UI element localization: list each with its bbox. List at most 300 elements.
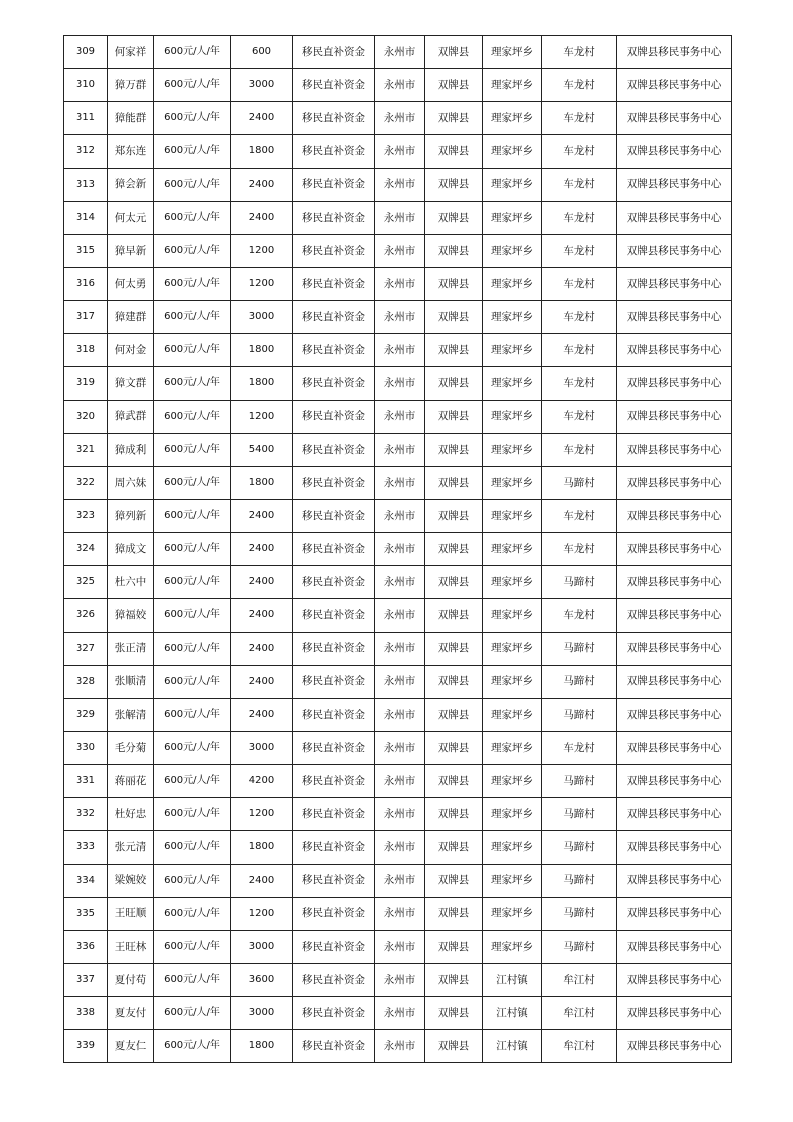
county-cell: 双牌县 [425,897,483,930]
row-number-cell: 332 [64,798,108,831]
subsidy-amount-cell: 2400 [231,599,293,632]
subsidy-standard-cell: 600元/人/年 [154,499,231,532]
county-cell: 双牌县 [425,234,483,267]
fund-type-cell: 移民直补资金 [293,997,375,1030]
recipient-name-cell: 獐列新 [108,499,154,532]
table-row [64,36,732,69]
issuing-agency-cell: 双牌县移民事务中心 [617,301,732,334]
fund-type-cell: 移民直补资金 [293,102,375,135]
subsidy-amount-cell: 2400 [231,698,293,731]
city-cell: 永州市 [375,864,425,897]
county-cell: 双牌县 [425,135,483,168]
county-cell: 双牌县 [425,168,483,201]
issuing-agency-cell: 双牌县移民事务中心 [617,897,732,930]
recipient-name-cell: 王旺林 [108,930,154,963]
table-row [64,963,732,996]
fund-type-cell: 移民直补资金 [293,864,375,897]
county-cell: 双牌县 [425,69,483,102]
recipient-name-cell: 何太元 [108,201,154,234]
table-row [64,566,732,599]
township-cell: 理家坪乡 [483,301,542,334]
fund-type-cell: 移民直补资金 [293,798,375,831]
issuing-agency-cell: 双牌县移民事务中心 [617,731,732,764]
city-cell: 永州市 [375,765,425,798]
table-row [64,831,732,864]
issuing-agency-cell: 双牌县移民事务中心 [617,69,732,102]
recipient-name-cell: 张顺清 [108,665,154,698]
city-cell: 永州市 [375,698,425,731]
county-cell: 双牌县 [425,433,483,466]
township-cell: 理家坪乡 [483,334,542,367]
village-cell: 车龙村 [542,334,617,367]
table-row [64,367,732,400]
county-cell: 双牌县 [425,798,483,831]
issuing-agency-cell: 双牌县移民事务中心 [617,499,732,532]
subsidy-standard-cell: 600元/人/年 [154,135,231,168]
city-cell: 永州市 [375,831,425,864]
issuing-agency-cell: 双牌县移民事务中心 [617,334,732,367]
row-number-cell: 330 [64,731,108,764]
subsidy-standard-cell: 600元/人/年 [154,36,231,69]
subsidy-standard-cell: 600元/人/年 [154,367,231,400]
county-cell: 双牌县 [425,301,483,334]
subsidy-amount-cell: 2400 [231,632,293,665]
township-cell: 理家坪乡 [483,135,542,168]
issuing-agency-cell: 双牌县移民事务中心 [617,930,732,963]
row-number-cell: 316 [64,267,108,300]
row-number-cell: 329 [64,698,108,731]
recipient-name-cell: 獐成利 [108,433,154,466]
city-cell: 永州市 [375,267,425,300]
row-number-cell: 322 [64,466,108,499]
subsidy-standard-cell: 600元/人/年 [154,433,231,466]
subsidy-amount-cell: 3000 [231,301,293,334]
issuing-agency-cell: 双牌县移民事务中心 [617,698,732,731]
recipient-name-cell: 杜六中 [108,566,154,599]
table-row [64,69,732,102]
fund-type-cell: 移民直补资金 [293,533,375,566]
village-cell: 车龙村 [542,400,617,433]
recipient-name-cell: 张正清 [108,632,154,665]
township-cell: 理家坪乡 [483,566,542,599]
table-row [64,267,732,300]
recipient-name-cell: 张解清 [108,698,154,731]
subsidy-standard-cell: 600元/人/年 [154,466,231,499]
village-cell: 马蹄村 [542,698,617,731]
row-number-cell: 338 [64,997,108,1030]
fund-type-cell: 移民直补资金 [293,135,375,168]
subsidy-amount-cell: 2400 [231,499,293,532]
city-cell: 永州市 [375,499,425,532]
recipient-name-cell: 獐建群 [108,301,154,334]
subsidy-amount-cell: 3000 [231,731,293,764]
table-row [64,201,732,234]
recipient-name-cell: 夏友仁 [108,1030,154,1063]
subsidy-amount-cell: 1200 [231,267,293,300]
row-number-cell: 314 [64,201,108,234]
fund-type-cell: 移民直补资金 [293,168,375,201]
table-row [64,599,732,632]
county-cell: 双牌县 [425,930,483,963]
fund-type-cell: 移民直补资金 [293,267,375,300]
fund-type-cell: 移民直补资金 [293,632,375,665]
issuing-agency-cell: 双牌县移民事务中心 [617,102,732,135]
subsidy-amount-cell: 2400 [231,533,293,566]
village-cell: 车龙村 [542,201,617,234]
table-row [64,864,732,897]
subsidy-standard-cell: 600元/人/年 [154,698,231,731]
county-cell: 双牌县 [425,765,483,798]
subsidy-standard-cell: 600元/人/年 [154,930,231,963]
village-cell: 车龙村 [542,135,617,168]
city-cell: 永州市 [375,897,425,930]
county-cell: 双牌县 [425,267,483,300]
subsidy-amount-cell: 2400 [231,566,293,599]
table-row [64,632,732,665]
fund-type-cell: 移民直补资金 [293,400,375,433]
issuing-agency-cell: 双牌县移民事务中心 [617,367,732,400]
subsidy-amount-cell: 3000 [231,930,293,963]
village-cell: 马蹄村 [542,864,617,897]
row-number-cell: 315 [64,234,108,267]
subsidy-amount-cell: 3000 [231,69,293,102]
row-number-cell: 326 [64,599,108,632]
township-cell: 理家坪乡 [483,69,542,102]
subsidy-standard-cell: 600元/人/年 [154,1030,231,1063]
row-number-cell: 336 [64,930,108,963]
county-cell: 双牌县 [425,731,483,764]
recipient-name-cell: 张元清 [108,831,154,864]
city-cell: 永州市 [375,798,425,831]
subsidy-standard-cell: 600元/人/年 [154,533,231,566]
row-number-cell: 310 [64,69,108,102]
village-cell: 车龙村 [542,267,617,300]
county-cell: 双牌县 [425,665,483,698]
village-cell: 牟江村 [542,997,617,1030]
township-cell: 理家坪乡 [483,234,542,267]
village-cell: 车龙村 [542,433,617,466]
issuing-agency-cell: 双牌县移民事务中心 [617,599,732,632]
township-cell: 理家坪乡 [483,599,542,632]
recipient-name-cell: 梁婉姣 [108,864,154,897]
county-cell: 双牌县 [425,36,483,69]
issuing-agency-cell: 双牌县移民事务中心 [617,433,732,466]
row-number-cell: 325 [64,566,108,599]
row-number-cell: 333 [64,831,108,864]
recipient-name-cell: 獐武群 [108,400,154,433]
issuing-agency-cell: 双牌县移民事务中心 [617,765,732,798]
township-cell: 理家坪乡 [483,168,542,201]
city-cell: 永州市 [375,69,425,102]
table-row [64,135,732,168]
township-cell: 理家坪乡 [483,466,542,499]
subsidy-amount-cell: 1800 [231,466,293,499]
village-cell: 车龙村 [542,499,617,532]
township-cell: 理家坪乡 [483,267,542,300]
subsidy-standard-cell: 600元/人/年 [154,334,231,367]
village-cell: 马蹄村 [542,930,617,963]
township-cell: 理家坪乡 [483,433,542,466]
subsidy-standard-cell: 600元/人/年 [154,267,231,300]
county-cell: 双牌县 [425,997,483,1030]
township-cell: 理家坪乡 [483,798,542,831]
subsidy-amount-cell: 1800 [231,1030,293,1063]
issuing-agency-cell: 双牌县移民事务中心 [617,798,732,831]
subsidy-amount-cell: 1800 [231,831,293,864]
village-cell: 马蹄村 [542,632,617,665]
fund-type-cell: 移民直补资金 [293,963,375,996]
subsidy-standard-cell: 600元/人/年 [154,864,231,897]
row-number-cell: 327 [64,632,108,665]
subsidy-amount-cell: 2400 [231,665,293,698]
row-number-cell: 323 [64,499,108,532]
fund-type-cell: 移民直补资金 [293,698,375,731]
city-cell: 永州市 [375,400,425,433]
village-cell: 马蹄村 [542,665,617,698]
table-row [64,731,732,764]
row-number-cell: 313 [64,168,108,201]
county-cell: 双牌县 [425,831,483,864]
subsidy-standard-cell: 600元/人/年 [154,997,231,1030]
township-cell: 理家坪乡 [483,831,542,864]
recipient-name-cell: 杜好忠 [108,798,154,831]
subsidy-standard-cell: 600元/人/年 [154,400,231,433]
issuing-agency-cell: 双牌县移民事务中心 [617,234,732,267]
county-cell: 双牌县 [425,963,483,996]
table-row [64,997,732,1030]
issuing-agency-cell: 双牌县移民事务中心 [617,632,732,665]
township-cell: 江村镇 [483,997,542,1030]
table-row [64,930,732,963]
fund-type-cell: 移民直补资金 [293,499,375,532]
subsidy-amount-cell: 1200 [231,798,293,831]
village-cell: 车龙村 [542,168,617,201]
county-cell: 双牌县 [425,599,483,632]
issuing-agency-cell: 双牌县移民事务中心 [617,267,732,300]
row-number-cell: 317 [64,301,108,334]
issuing-agency-cell: 双牌县移民事务中心 [617,963,732,996]
village-cell: 车龙村 [542,367,617,400]
county-cell: 双牌县 [425,466,483,499]
county-cell: 双牌县 [425,1030,483,1063]
city-cell: 永州市 [375,930,425,963]
fund-type-cell: 移民直补资金 [293,334,375,367]
fund-type-cell: 移民直补资金 [293,36,375,69]
issuing-agency-cell: 双牌县移民事务中心 [617,201,732,234]
table-body [64,36,732,1063]
subsidy-standard-cell: 600元/人/年 [154,102,231,135]
village-cell: 马蹄村 [542,897,617,930]
city-cell: 永州市 [375,102,425,135]
row-number-cell: 319 [64,367,108,400]
township-cell: 理家坪乡 [483,367,542,400]
row-number-cell: 324 [64,533,108,566]
recipient-name-cell: 王旺顺 [108,897,154,930]
table-row [64,665,732,698]
row-number-cell: 337 [64,963,108,996]
township-cell: 理家坪乡 [483,930,542,963]
city-cell: 永州市 [375,201,425,234]
subsidy-amount-cell: 1200 [231,897,293,930]
village-cell: 车龙村 [542,301,617,334]
subsidy-standard-cell: 600元/人/年 [154,798,231,831]
city-cell: 永州市 [375,466,425,499]
subsidy-amount-cell: 2400 [231,201,293,234]
township-cell: 理家坪乡 [483,632,542,665]
fund-type-cell: 移民直补资金 [293,831,375,864]
table-row [64,234,732,267]
subsidy-amount-cell: 600 [231,36,293,69]
recipient-name-cell: 何太勇 [108,267,154,300]
fund-type-cell: 移民直补资金 [293,466,375,499]
township-cell: 理家坪乡 [483,698,542,731]
village-cell: 车龙村 [542,731,617,764]
table-row [64,897,732,930]
issuing-agency-cell: 双牌县移民事务中心 [617,566,732,599]
table-row [64,499,732,532]
issuing-agency-cell: 双牌县移民事务中心 [617,168,732,201]
city-cell: 永州市 [375,632,425,665]
issuing-agency-cell: 双牌县移民事务中心 [617,533,732,566]
subsidy-standard-cell: 600元/人/年 [154,765,231,798]
city-cell: 永州市 [375,997,425,1030]
recipient-name-cell: 郑东连 [108,135,154,168]
township-cell: 理家坪乡 [483,665,542,698]
county-cell: 双牌县 [425,698,483,731]
issuing-agency-cell: 双牌县移民事务中心 [617,135,732,168]
subsidy-table [63,35,732,1063]
fund-type-cell: 移民直补资金 [293,201,375,234]
subsidy-amount-cell: 2400 [231,102,293,135]
fund-type-cell: 移民直补资金 [293,1030,375,1063]
city-cell: 永州市 [375,731,425,764]
subsidy-standard-cell: 600元/人/年 [154,731,231,764]
city-cell: 永州市 [375,1030,425,1063]
row-number-cell: 328 [64,665,108,698]
recipient-name-cell: 獐会新 [108,168,154,201]
county-cell: 双牌县 [425,632,483,665]
subsidy-standard-cell: 600元/人/年 [154,234,231,267]
subsidy-amount-cell: 5400 [231,433,293,466]
county-cell: 双牌县 [425,367,483,400]
township-cell: 理家坪乡 [483,201,542,234]
subsidy-amount-cell: 1800 [231,334,293,367]
subsidy-amount-cell: 1200 [231,234,293,267]
table-row [64,102,732,135]
county-cell: 双牌县 [425,334,483,367]
recipient-name-cell: 獐万群 [108,69,154,102]
row-number-cell: 309 [64,36,108,69]
table-row [64,765,732,798]
issuing-agency-cell: 双牌县移民事务中心 [617,466,732,499]
subsidy-standard-cell: 600元/人/年 [154,301,231,334]
row-number-cell: 334 [64,864,108,897]
row-number-cell: 339 [64,1030,108,1063]
city-cell: 永州市 [375,665,425,698]
issuing-agency-cell: 双牌县移民事务中心 [617,1030,732,1063]
recipient-name-cell: 獐早新 [108,234,154,267]
table-row [64,168,732,201]
fund-type-cell: 移民直补资金 [293,665,375,698]
row-number-cell: 311 [64,102,108,135]
village-cell: 马蹄村 [542,466,617,499]
city-cell: 永州市 [375,599,425,632]
village-cell: 车龙村 [542,533,617,566]
subsidy-standard-cell: 600元/人/年 [154,665,231,698]
table-row [64,334,732,367]
table-row [64,433,732,466]
subsidy-amount-cell: 1200 [231,400,293,433]
row-number-cell: 320 [64,400,108,433]
subsidy-standard-cell: 600元/人/年 [154,69,231,102]
village-cell: 车龙村 [542,599,617,632]
row-number-cell: 312 [64,135,108,168]
subsidy-amount-cell: 1800 [231,135,293,168]
fund-type-cell: 移民直补资金 [293,301,375,334]
row-number-cell: 331 [64,765,108,798]
fund-type-cell: 移民直补资金 [293,433,375,466]
fund-type-cell: 移民直补资金 [293,234,375,267]
table-row [64,301,732,334]
township-cell: 理家坪乡 [483,897,542,930]
subsidy-standard-cell: 600元/人/年 [154,599,231,632]
city-cell: 永州市 [375,234,425,267]
city-cell: 永州市 [375,301,425,334]
county-cell: 双牌县 [425,102,483,135]
city-cell: 永州市 [375,367,425,400]
issuing-agency-cell: 双牌县移民事务中心 [617,36,732,69]
recipient-name-cell: 夏友付 [108,997,154,1030]
city-cell: 永州市 [375,135,425,168]
fund-type-cell: 移民直补资金 [293,566,375,599]
city-cell: 永州市 [375,566,425,599]
subsidy-amount-cell: 3000 [231,997,293,1030]
village-cell: 马蹄村 [542,831,617,864]
village-cell: 车龙村 [542,36,617,69]
table-row [64,533,732,566]
township-cell: 理家坪乡 [483,102,542,135]
township-cell: 理家坪乡 [483,731,542,764]
village-cell: 马蹄村 [542,798,617,831]
township-cell: 理家坪乡 [483,400,542,433]
table-row [64,466,732,499]
city-cell: 永州市 [375,533,425,566]
fund-type-cell: 移民直补资金 [293,930,375,963]
township-cell: 理家坪乡 [483,765,542,798]
recipient-name-cell: 周六妹 [108,466,154,499]
table-row [64,698,732,731]
recipient-name-cell: 毛分菊 [108,731,154,764]
row-number-cell: 335 [64,897,108,930]
subsidy-amount-cell: 2400 [231,168,293,201]
village-cell: 马蹄村 [542,566,617,599]
recipient-name-cell: 何对金 [108,334,154,367]
fund-type-cell: 移民直补资金 [293,599,375,632]
fund-type-cell: 移民直补资金 [293,897,375,930]
county-cell: 双牌县 [425,533,483,566]
recipient-name-cell: 蒋丽花 [108,765,154,798]
subsidy-standard-cell: 600元/人/年 [154,831,231,864]
table-row [64,1030,732,1063]
recipient-name-cell: 何家祥 [108,36,154,69]
subsidy-standard-cell: 600元/人/年 [154,963,231,996]
city-cell: 永州市 [375,963,425,996]
subsidy-amount-cell: 4200 [231,765,293,798]
township-cell: 江村镇 [483,963,542,996]
fund-type-cell: 移民直补资金 [293,765,375,798]
village-cell: 车龙村 [542,234,617,267]
township-cell: 理家坪乡 [483,533,542,566]
